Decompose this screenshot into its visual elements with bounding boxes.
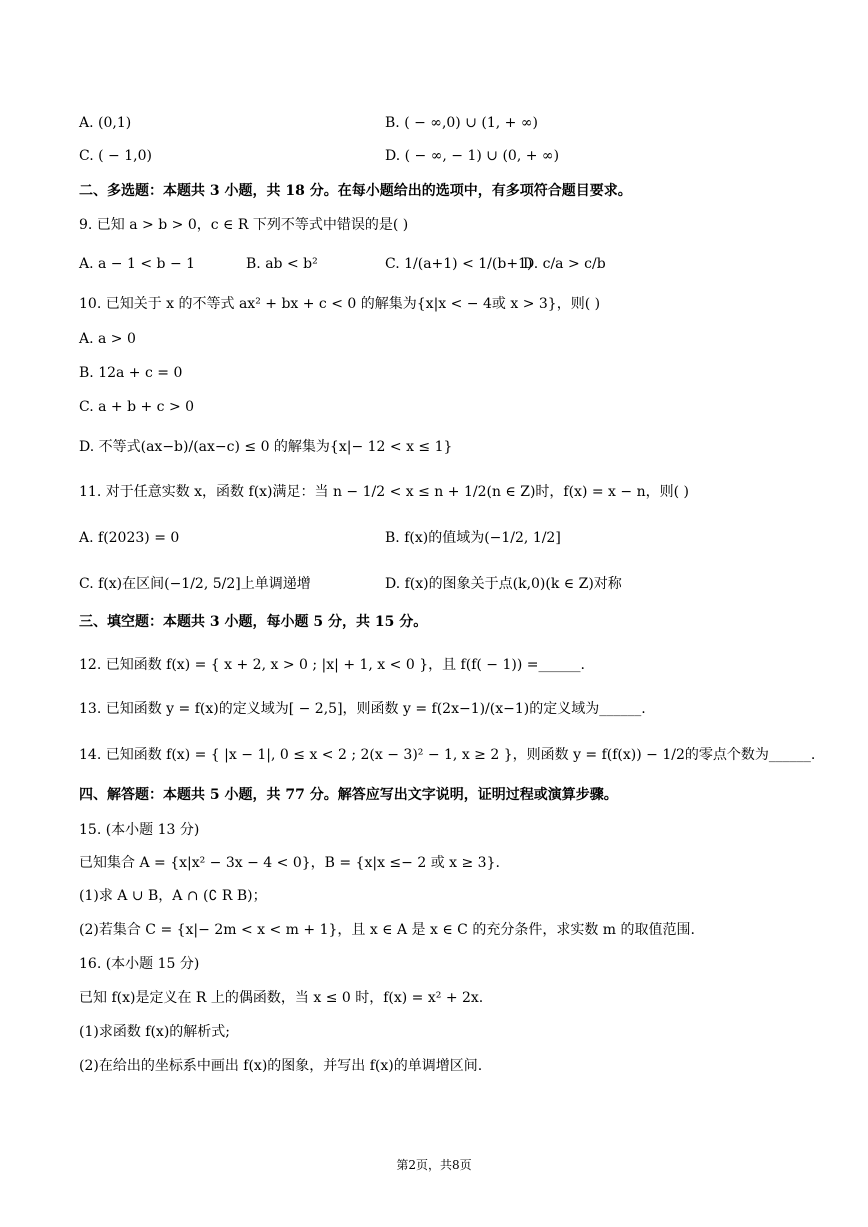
q15-part-2: (2)若集合 C = {x|− 2m < x < m + 1}，且 x ∈ A 是 x ∈ C 的充分条件，求实数 m 的取值范围. xyxy=(79,922,695,938)
q10-option-b: B. 12a + c = 0 xyxy=(79,365,183,381)
q11-option-b: B. f(x)的值域为(−1/2, 1/2] xyxy=(385,530,561,546)
q11-option-c: C. f(x)在区间(−1/2, 5/2]上单调递增 xyxy=(79,576,311,592)
q10-stem: 10. 已知关于 x 的不等式 ax² + bx + c < 0 的解集为{x|x < − 4或 x > 3}，则( ) xyxy=(79,296,601,312)
q11-stem: 11. 对于任意实数 x，函数 f(x)满足：当 n − 1/2 < x ≤ n + 1/2(n ∈ Z)时，f(x) = x − n，则( ) xyxy=(79,484,689,500)
q12: 12. 已知函数 f(x) = { x + 2, x > 0 ; |x| + 1, x < 0 }，且 f(f( − 1)) =______. xyxy=(79,657,585,673)
q16-part-2: (2)在给出的坐标系中画出 f(x)的图象，并写出 f(x)的单调增区间. xyxy=(79,1058,483,1074)
q9-option-c: C. 1/(a+1) < 1/(b+1) xyxy=(385,256,533,272)
q10-option-c: C. a + b + c > 0 xyxy=(79,399,195,415)
section-2-heading: 二、多选题：本题共 3 小题，共 18 分。在每小题给出的选项中，有多项符合题目要求。 xyxy=(79,183,632,199)
q8-option-d: D. ( − ∞, − 1) ∪ (0, + ∞) xyxy=(385,148,560,164)
page-footer: 第2页，共8页 xyxy=(396,1158,472,1172)
q9-option-b: B. ab < b² xyxy=(246,256,318,272)
q8-option-b: B. ( − ∞,0) ∪ (1, + ∞) xyxy=(385,115,538,131)
q13: 13. 已知函数 y = f(x)的定义域为[ − 2,5]，则函数 y = f(2x−1)/(x−1)的定义域为______. xyxy=(79,701,646,717)
q14: 14. 已知函数 f(x) = { |x − 1|, 0 ≤ x < 2 ; 2(x − 3)² − 1, x ≥ 2 }，则函数 y = f(f(x)) − 1/2的零点个数为______. xyxy=(79,747,816,763)
q8-option-a: A. (0,1) xyxy=(79,115,132,131)
q9-stem: 9. 已知 a > b > 0，c ∈ R 下列不等式中错误的是( ) xyxy=(79,217,409,233)
q15-heading: 15. (本小题 13 分) xyxy=(79,822,200,838)
q15-part-1: (1)求 A ∪ B，A ∩ (∁ R B)； xyxy=(79,888,267,904)
section-3-heading: 三、填空题：本题共 3 小题，每小题 5 分，共 15 分。 xyxy=(79,614,428,630)
q9-option-d: D. c/a > c/b xyxy=(523,256,606,272)
q10-option-a: A. a > 0 xyxy=(79,331,136,347)
q10-option-d: D. 不等式(ax−b)/(ax−c) ≤ 0 的解集为{x|− 12 < x ≤ 1} xyxy=(79,439,453,455)
q9-option-a: A. a − 1 < b − 1 xyxy=(79,256,196,272)
q11-option-a: A. f(2023) = 0 xyxy=(79,530,180,546)
q16-heading: 16. (本小题 15 分) xyxy=(79,956,200,972)
q8-option-c: C. ( − 1,0) xyxy=(79,148,152,164)
q16-given: 已知 f(x)是定义在 R 上的偶函数，当 x ≤ 0 时，f(x) = x² + 2x. xyxy=(79,990,484,1006)
q16-part-1: (1)求函数 f(x)的解析式; xyxy=(79,1024,230,1040)
q15-given: 已知集合 A = {x|x² − 3x − 4 < 0}，B = {x|x ≤− 2 或 x ≥ 3}. xyxy=(79,855,500,871)
section-4-heading: 四、解答题：本题共 5 小题，共 77 分。解答应写出文字说明，证明过程或演算步骤。 xyxy=(79,787,618,803)
q11-option-d: D. f(x)的图象关于点(k,0)(k ∈ Z)对称 xyxy=(385,576,622,592)
